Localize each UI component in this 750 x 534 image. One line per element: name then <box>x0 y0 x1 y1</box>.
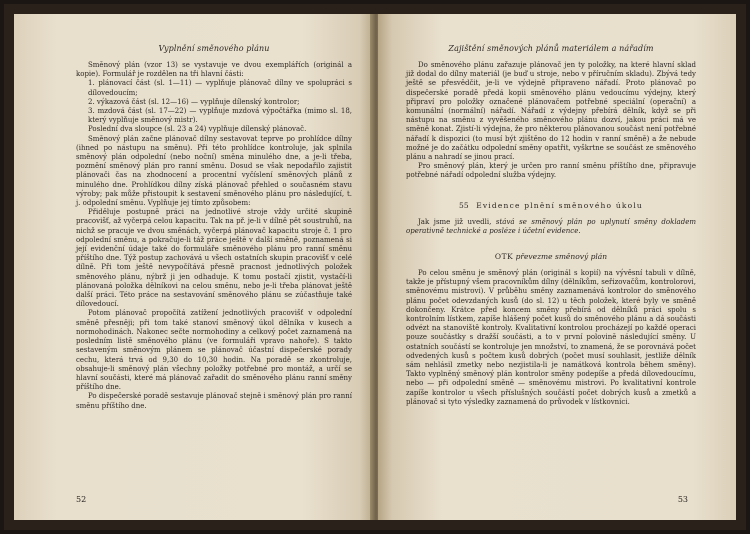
left-page-body <box>76 61 352 411</box>
list-item: 1. plánovací část (sl. 1—11) — vyplňuje plánovač dílny ve spolupráci s dílovedoucím; <box>88 79 352 97</box>
paragraph: Pro směnový plán, který je určen pro ranní směnu příštího dne, připravuje potřebné nářadí odpolední služba výdejny. <box>406 162 696 180</box>
subheading-text: převezme směnový plán <box>515 252 608 262</box>
paragraph: Poslední dva sloupce (sl. 23 a 24) vyplňuje dílenský plánovač. <box>88 125 307 134</box>
subheading <box>406 252 696 261</box>
paragraph: Směnový plán (vzor 13) se vystavuje ve dvou exemplářích (originál a kopie). Formulář je rozdělen na tři hlavní části: <box>76 61 352 79</box>
right-page-header: Zajištění směnových plánů materiálem a nářadím <box>448 44 654 53</box>
paragraph: Do směnového plánu zařazuje plánovač jen ty položky, na které hlavní sklad již dodal do dílny materiál (je buď u stroje, nebo v příručním skladu). Zbývá tedy ještě se přesvědčit, je-li ve výdejně připraveno nářadí. Proto plánovač po dispečerské poradě předá kopii směnového plánu vedoucímu výdejny, který připraví pro položky označené plánovačem potřebné speciální (operační) a komunální (normální) nářadí. Nářadí z výdejny přebírá dělník, když se při nástupu na směnu z vyvěšeného směnového plánu dozví, jakou práci má ve směně konat. Zjistí-li výdejna, že pro některou plánovanou součást není potřebné nářadí k dispozici (to musí být zjištěno do 12 hodin v ranní směně) a že nebude možné je do začátku odpolední směny opatřit, vyškrtne se součást ze směnového plánu a nahradí se jinou prací. <box>406 61 696 162</box>
section-intro <box>406 218 696 236</box>
paragraph: Přiděluje postupně práci na jednotlivé stroje vždy určité skupině pracovišť, až vyčerpá celou kapacitu. Tak na př. je-li v dílně pět soustruhů, na nichž se pracuje ve dvou směnách, vyčerpá plánovač kapacitu stroje č. 1 pro odpolední směnu, a pokračuje-li táž práce ještě v další směně, poznamená si její evidenční údaje také do formuláře směnového plánu pro ranní směnu příštího dne. Týž postup zachovává u všech ostatních skupin pracovišť v celé dílně. Při tom ještě nevypočítává přesně pracnost jednotlivých položek směnového plánu, nýbrž ji jen odhaduje. K tomu postačí zjistit, vystačí-li plánovaná položka dělníkovi na celou směnu, nebo je-li třeba plánovat ještě další práci. Této práce na sestavování směnového plánu se zúčastňuje také dílovedoucí. <box>76 208 352 309</box>
section-intro-emphasis: stává se směnový plán po uplynutí směny dokladem operativně technické a posléze i účetní evidence. <box>406 217 696 235</box>
list-item: 3. mzdová část (sl. 17—22) — vyplňuje mzdová výpočtářka (mimo sl. 18, který vyplňuje směnový mistr). <box>88 107 352 125</box>
paragraph: Po dispečerské poradě sestavuje plánovač stejně i směnový plán pro ranní směnu příštího dne. <box>76 392 352 410</box>
page-number-left: 52 <box>76 495 87 504</box>
paragraph: Potom plánovač propočítá zatížení jednotlivých pracovišť v odpolední směně přesněji; při tom také stanoví směnový úkol dělníka v kusech a normohodinách. Nakonec sečte normohodiny a celkový počet zaznamená na posledním listě směnového plánu (ve formuláři vpravo nahoře). S takto sestaveným směnovým plánem se plánovač účastní dispečerské porady cechu, která trvá od 9,30 do 10,30 hodin. Na poradě se zkontroluje, obsahuje-li směnový plán všechny položky potřebné pro montáž, a určí se hlavní součásti, které má plánovač zařadit do směnového plánu ranní směny příštího dne. <box>76 309 352 392</box>
page-number-right: 53 <box>677 495 688 504</box>
section-number: 55 <box>459 200 469 210</box>
book-spread <box>4 4 746 530</box>
right-page-body-bottom <box>406 269 696 407</box>
left-page <box>14 14 374 520</box>
section-intro-lead: Jak jsme již uvedli, <box>418 217 496 226</box>
section-heading <box>406 201 696 210</box>
paragraph: Po celou směnu je směnový plán (originál s kopií) na vývěsní tabuli v dílně, takže je přístupný všem pracovníkům dílny (dělníkům, seřizovačům, kontrolorovi, směnovému mistrovi). V průběhu směny zaznamenává kontrolor do směnového plánu počet odevzdaných kusů (do sl. 12) u těch položek, které byly ve směně dokončeny. Krátce před koncem směny přebírá od dělníků práci spolu s kontrolním lístkem, zapíše hlášený počet kusů do směnového plánu a dá součásti odvézt na stanoviště kontroly. Kvalitativní kontrolou procházejí po každé operaci pouze součástky s dražší součásti, a to v první polovině následující směny. U ostatních součástí se kontroluje jen množství, to znamená, že se porovnává počet odvedených kusů s počtem kusů dobrých (počet musí souhlasit, jestliže dělník sám nehlásil zmetky nebo nezjistila-li je namátková kontrola během směny). Takto vyplněný směnový plán kontrolor směny podepíše a předá dílovedoucímu, nebo — při odpolední směně — směnovému mistrovi. Po kvalitativní kontrole zapíše kontrolor u všech příslušných součástí počet dobrých kusů a zmetků a plánovač si tyto výsledky zaznamená do průvodek v lístkovnici. <box>406 269 696 406</box>
paragraph: Směnový plán začne plánovač dílny sestavovat teprve po prohlídce dílny (ihned po nástupu na směnu). Při této prohlídce kontroluje, jak splnila směnový plán odpolední (nebo noční) směna minulého dne, a je-li třeba, pozmění směnový plán pro ranní směnu. Dosud se však nepodařilo zajistit plánovači čas na zhodnocení a procentní vyčíslení směnových plánů z minulého dne. Prohlídkou dílny získá plánovač přehled o současném stavu výroby; pak může přistoupit k sestavení směnového plánu pro následující, t. j. odpolední směnu. Vyplňuje jej tímto způsobem: <box>76 134 352 208</box>
left-page-header: Vyplnění směnového plánu <box>158 44 270 53</box>
subheading-abbr: OTK <box>494 252 514 262</box>
right-page <box>378 14 736 520</box>
list-item: 2. výkazová část (sl. 12—16) — vyplňuje dílenský kontrolor; <box>88 97 300 106</box>
section-title: Evidence plnění směnového úkolu <box>476 200 643 210</box>
right-page-body-top <box>406 61 696 181</box>
